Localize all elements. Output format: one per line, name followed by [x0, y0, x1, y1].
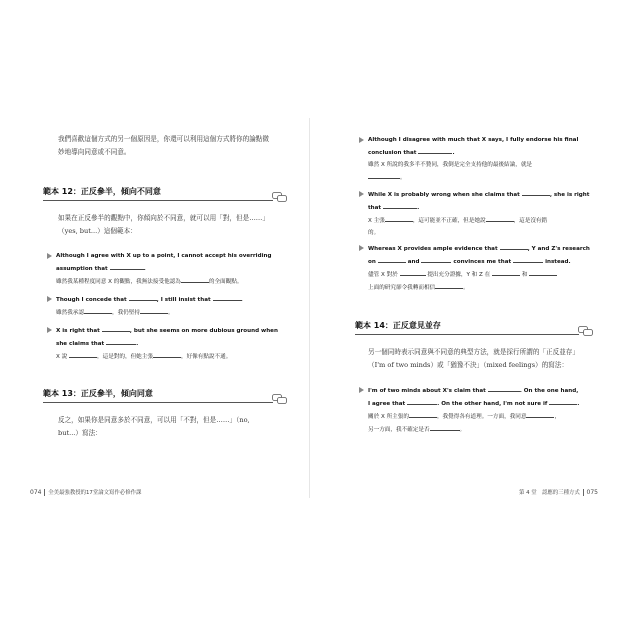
template-13-item-3 — [368, 242, 608, 294]
template-14-desc — [368, 346, 613, 372]
template-12-item-3 — [56, 324, 296, 363]
fill-blank — [181, 275, 209, 283]
template-14-desc-line-1: 另一個同時表示同意與不同意的典型方法，就是採行所謂的「正反並存」 — [368, 348, 579, 356]
fill-blank — [385, 214, 413, 222]
speech-bubbles-icon — [578, 326, 594, 337]
template-13-desc — [58, 414, 293, 440]
fill-blank — [492, 268, 520, 276]
fill-blank — [488, 384, 520, 392]
bullet-triangle-icon — [359, 245, 364, 251]
bullet-triangle-icon — [47, 327, 52, 333]
item-en-line-2: I agree that . On the other hand, I'm not sure if . — [368, 397, 608, 410]
fill-blank — [430, 423, 460, 431]
template-12-desc-line-2: （yes, but...）這個範本： — [58, 227, 137, 235]
item-zh-line-2: 另一方面，我不確定是否 。 — [368, 423, 608, 436]
fill-blank — [500, 242, 528, 250]
item-en-line-1: I'm of two minds about X's claim that . On the one hand, — [368, 384, 608, 397]
item-zh-line-1: 儘管 X 對於 提出充分證據，Y 和 Z 在 和 — [368, 268, 608, 281]
fill-blank — [110, 262, 144, 270]
intro-line-2: 妙地導向同意或不同意。 — [58, 148, 131, 156]
item-en-line-1: Although I disagree with much that X says, I fully endorse his final — [368, 137, 579, 143]
fill-blank — [106, 337, 136, 345]
item-zh-line-2: 上面的研究卻令我轉而相信 。 — [368, 281, 608, 294]
template-12-desc — [58, 212, 293, 238]
template-12-rule — [43, 200, 273, 201]
fill-blank — [529, 268, 557, 276]
template-14-heading — [355, 320, 441, 331]
speech-bubbles-icon — [272, 394, 288, 405]
chapter-title: 第 4 堂 認應的三種方式 — [518, 490, 580, 496]
item-en-line-2: on and convinces me that instead. — [368, 255, 608, 268]
fill-blank — [421, 255, 451, 263]
template-13-item-1 — [368, 134, 608, 184]
book-title: 全美最強教授的17堂論文寫作必修作課 — [48, 490, 142, 496]
fill-blank — [378, 255, 406, 263]
item-en-line-2: that . — [368, 201, 608, 214]
right-footer — [519, 488, 598, 496]
template-14-desc-line-2: （I'm of two minds）或「猶豫不決」（mixed feelings）的寫法： — [368, 361, 569, 369]
template-13-heading — [43, 388, 153, 399]
fill-blank — [400, 268, 426, 276]
item-zh-line-1: 雖然 X 所說的我多半不贊同，我倒是完全支持他的最後結論，就是 — [368, 162, 533, 168]
item-en-line-2: conclusion that . — [368, 146, 608, 159]
item-en-line-2: assumption that . — [56, 262, 296, 275]
speech-bubbles-icon — [272, 192, 288, 203]
bullet-triangle-icon — [359, 191, 364, 197]
fill-blank — [153, 350, 181, 358]
bullet-triangle-icon — [359, 137, 364, 143]
template-12-desc-line-1: 如果在正反參半的觀點中，你傾向於不同意，就可以用「對，但是……」 — [58, 214, 269, 222]
item-zh-line: X 說 ，這是對的，但她主張 ，好像有點說不通。 — [56, 350, 296, 363]
fill-blank — [368, 171, 400, 179]
item-zh-line-2: 的。 — [368, 230, 380, 236]
fill-blank — [435, 281, 463, 289]
template-14-title: 範本 14：正反意見並存 — [355, 321, 441, 330]
item-zh-line-1: X 主張 ，這可能並不正確，但是她說 ，這是沒有錯 — [368, 214, 608, 227]
fill-blank — [383, 201, 417, 209]
template-13-title: 範本 13：正反參半，傾向同意 — [43, 389, 153, 398]
template-13-rule — [43, 402, 273, 403]
fill-blank — [526, 410, 554, 418]
item-en-line-1: X is right that , but she seems on more dubious ground when — [56, 324, 296, 337]
template-13-item-2 — [368, 188, 608, 239]
item-en-line-1: Though I concede that , I still insist that . — [56, 293, 296, 306]
item-zh-line-2: 。 — [368, 171, 608, 184]
page-number: 075 — [586, 489, 598, 496]
item-zh-line: 雖然我某種程度同意 X 的觀點，我無法接受他認為 的全面觀點。 — [56, 275, 296, 288]
footer-divider — [44, 489, 45, 496]
bullet-triangle-icon — [47, 253, 52, 259]
fill-blank — [102, 324, 130, 332]
template-13-desc-line-2: but...）寫法： — [58, 429, 102, 437]
template-12-title: 範本 12：正反參半，傾向不同意 — [43, 187, 161, 196]
item-zh-line-1: 關於 X 所主張的 ，我覺得各有道理。一方面，我同意 ， — [368, 410, 608, 423]
intro-paragraph — [58, 133, 288, 159]
item-zh-line: 雖然我承認 ，我仍堅持 。 — [56, 306, 296, 319]
fill-blank — [409, 410, 437, 418]
bullet-triangle-icon — [359, 387, 364, 393]
footer-divider — [583, 489, 584, 496]
fill-blank — [129, 293, 157, 301]
template-14-item-1 — [368, 384, 608, 436]
fill-blank — [418, 146, 452, 154]
fill-blank — [407, 397, 437, 405]
item-en-line-2: she claims that . — [56, 337, 296, 350]
item-en-line-1: Whereas X provides ample evidence that , Y and Z's research — [368, 242, 608, 255]
item-en-line-1: While X is probably wrong when she claims that , she is right — [368, 188, 608, 201]
intro-line-1: 我們喜歡這個方式的另一個原因是，你還可以利用這個方式將你的論點微 — [58, 135, 269, 143]
item-en-line-1: Although I agree with X up to a point, I cannot accept his overriding — [56, 253, 272, 259]
template-12-heading — [43, 186, 161, 197]
template-14-rule — [355, 334, 579, 335]
fill-blank — [84, 306, 112, 314]
fill-blank — [522, 188, 550, 196]
template-13-desc-line-1: 反之，如果你是同意多於不同意，可以用「不對，但是……」（no, — [58, 416, 250, 424]
right-page — [310, 0, 620, 620]
template-12-item-1 — [56, 250, 296, 288]
template-12-item-2 — [56, 293, 296, 319]
page-number: 074 — [30, 489, 42, 496]
fill-blank — [140, 306, 168, 314]
fill-blank — [549, 397, 577, 405]
left-footer — [30, 488, 141, 496]
fill-blank — [213, 293, 241, 301]
fill-blank — [513, 255, 543, 263]
bullet-triangle-icon — [47, 296, 52, 302]
fill-blank — [69, 350, 97, 358]
fill-blank — [486, 214, 514, 222]
